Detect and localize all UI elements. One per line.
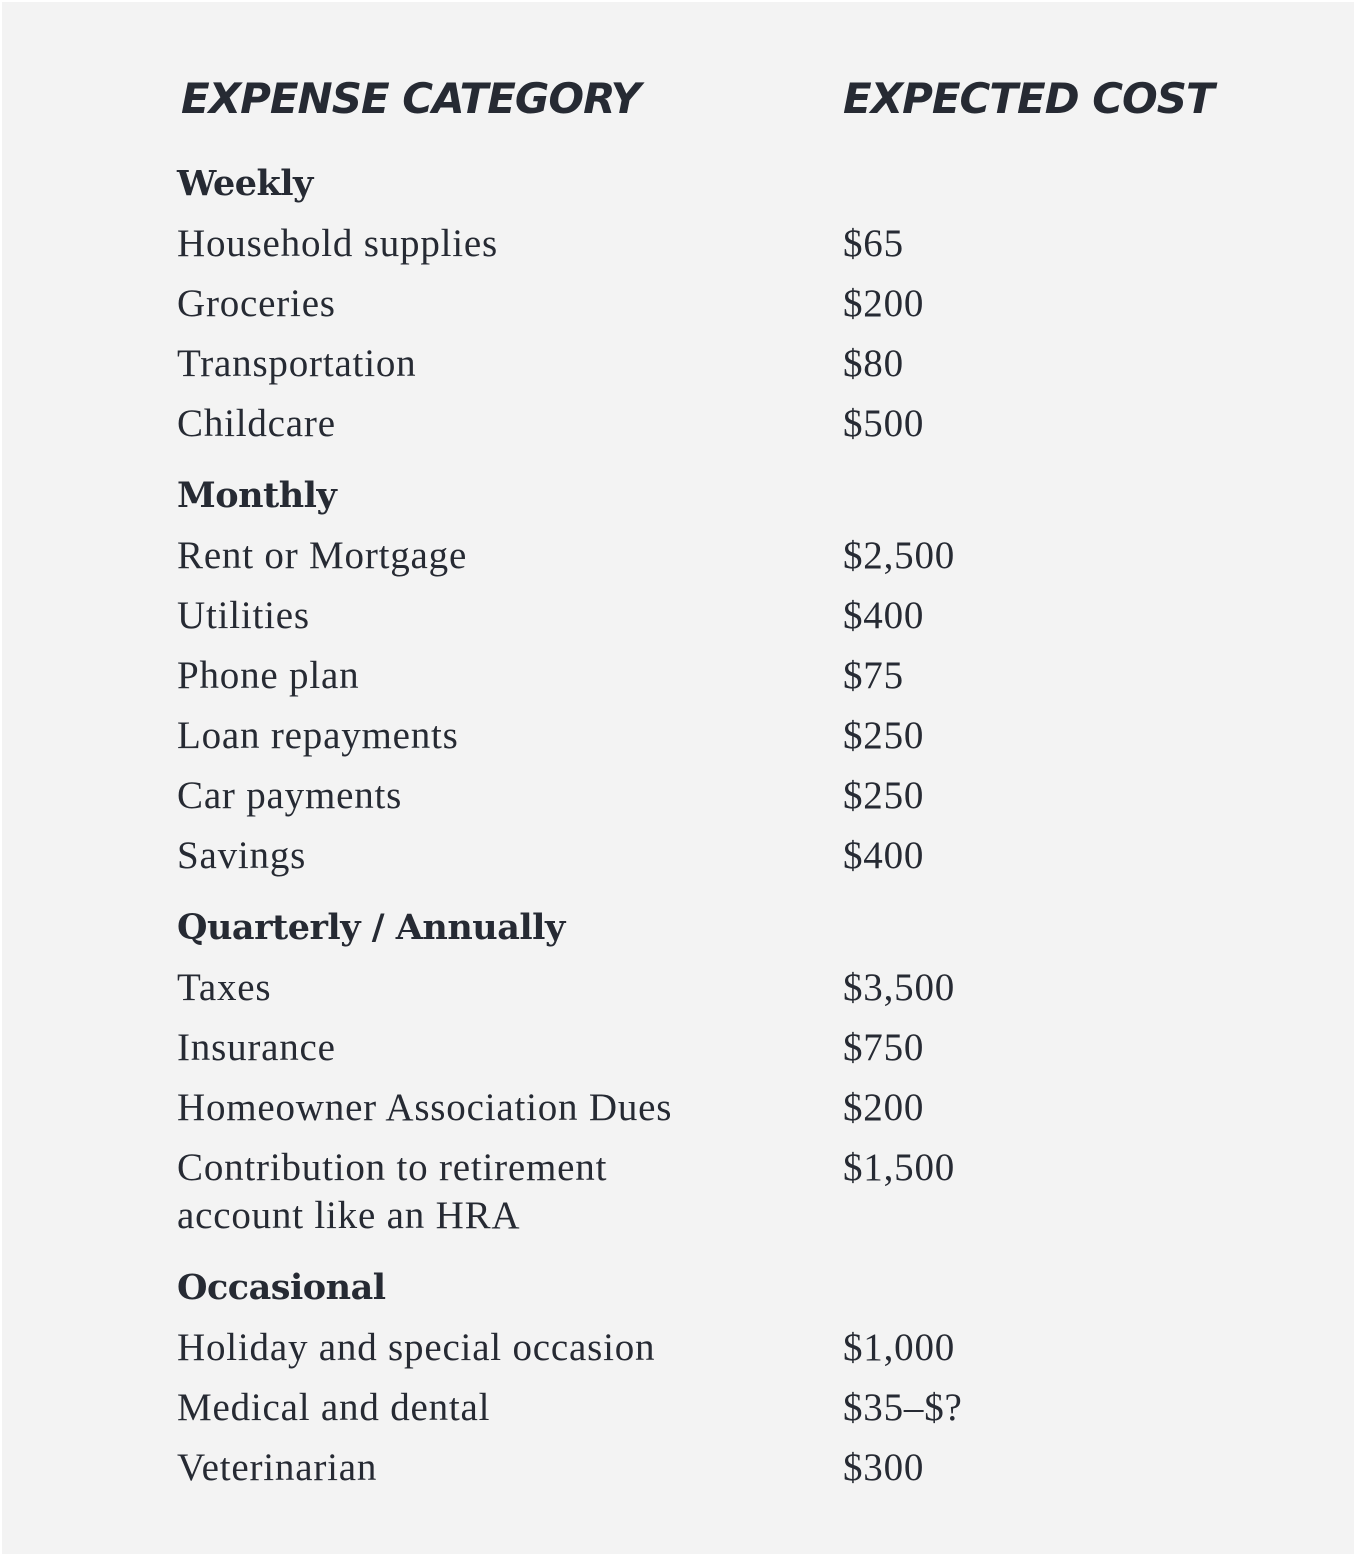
expected-cost: $750 xyxy=(843,1026,925,1069)
table-row xyxy=(177,214,1227,274)
section-weekly xyxy=(177,154,1227,454)
section-gap xyxy=(177,886,1227,898)
section-title: Occasional xyxy=(177,1267,386,1308)
expense-category: Loan repayments xyxy=(177,714,459,757)
expected-cost-header: EXPECTED COST xyxy=(843,74,1214,123)
table-row xyxy=(177,1318,1227,1378)
table-row xyxy=(177,394,1227,454)
expense-page xyxy=(2,2,1354,1554)
expected-cost: $2,500 xyxy=(843,534,956,577)
table-row xyxy=(177,958,1227,1018)
section-title: Weekly xyxy=(177,163,313,204)
expense-category: Phone plan xyxy=(177,654,360,697)
expense-category: Homeowner Association Dues xyxy=(177,1086,673,1129)
section-gap xyxy=(177,1246,1227,1258)
section-quarterly-annually xyxy=(177,898,1227,1246)
expected-cost: $250 xyxy=(843,714,925,757)
expected-cost: $400 xyxy=(843,834,925,877)
table-row xyxy=(177,586,1227,646)
expense-category: Transportation xyxy=(177,342,417,385)
expected-cost: $250 xyxy=(843,774,925,817)
expected-cost: $1,000 xyxy=(843,1326,956,1369)
expected-cost: $500 xyxy=(843,402,925,445)
table-row xyxy=(177,1438,1227,1498)
table-row xyxy=(177,1078,1227,1138)
table-row xyxy=(177,766,1227,826)
expected-cost: $200 xyxy=(843,282,925,325)
expected-cost: $300 xyxy=(843,1446,925,1489)
expense-category: Rent or Mortgage xyxy=(177,534,468,577)
expense-category: Car payments xyxy=(177,774,403,817)
expected-cost: $65 xyxy=(843,222,904,265)
section-title: Quarterly / Annually xyxy=(177,907,565,948)
expense-table xyxy=(177,72,1227,1498)
table-row xyxy=(177,1138,1227,1246)
expense-category: Childcare xyxy=(177,402,336,445)
section-occasional xyxy=(177,1258,1227,1498)
expense-category-header: EXPENSE CATEGORY xyxy=(181,74,640,123)
table-row xyxy=(177,1018,1227,1078)
table-row xyxy=(177,826,1227,886)
table-row xyxy=(177,274,1227,334)
expense-category: Savings xyxy=(177,834,307,877)
expense-category: Insurance xyxy=(177,1026,336,1069)
expected-cost: $3,500 xyxy=(843,966,956,1009)
expense-category: Household supplies xyxy=(177,222,498,265)
table-row xyxy=(177,334,1227,394)
expense-category: Holiday and special occasion xyxy=(177,1326,656,1369)
expected-cost: $400 xyxy=(843,594,925,637)
section-gap xyxy=(177,454,1227,466)
table-header xyxy=(177,72,1227,154)
section-monthly xyxy=(177,466,1227,886)
expected-cost: $200 xyxy=(843,1086,925,1129)
expense-category: Medical and dental xyxy=(177,1386,491,1429)
table-row xyxy=(177,1378,1227,1438)
expense-category: Contribution to retirement account like an HRA xyxy=(177,1146,608,1237)
expense-category: Taxes xyxy=(177,966,272,1009)
table-row xyxy=(177,526,1227,586)
expected-cost: $75 xyxy=(843,654,904,697)
expense-category: Utilities xyxy=(177,594,310,637)
expense-category: Groceries xyxy=(177,282,336,325)
expected-cost: $35–$? xyxy=(843,1386,963,1429)
table-row xyxy=(177,706,1227,766)
expense-category: Veterinarian xyxy=(177,1446,378,1489)
expected-cost: $1,500 xyxy=(843,1146,956,1189)
section-title: Monthly xyxy=(177,475,337,516)
expected-cost: $80 xyxy=(843,342,904,385)
table-row xyxy=(177,646,1227,706)
